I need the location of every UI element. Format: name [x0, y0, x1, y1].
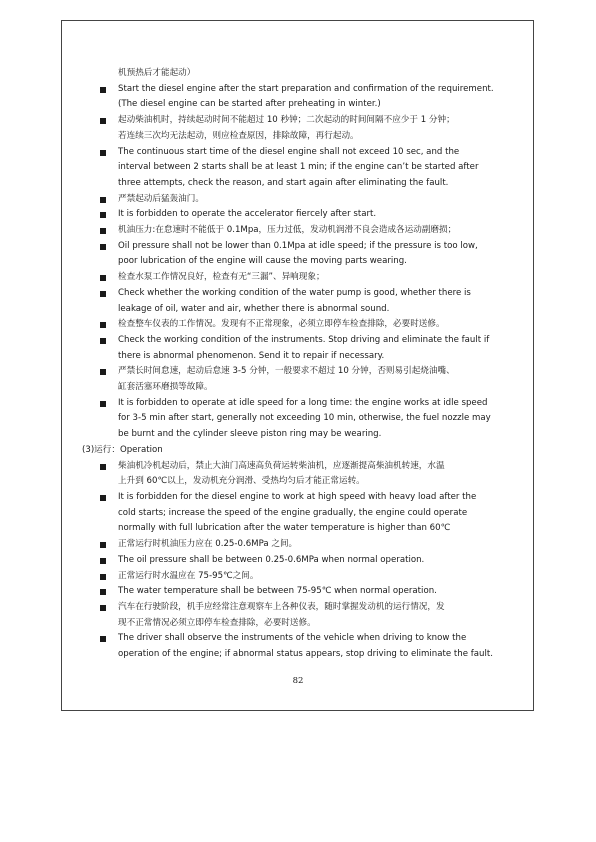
list-item [82, 145, 514, 192]
list-item-line: Oil pressure shall not be lower than 0.1Mpa at idle speed; if the pressure is too low, [118, 240, 478, 251]
square-bullet-icon [100, 212, 106, 218]
list-item-line: It is forbidden for the diesel engine to work at high speed with heavy load after the [118, 491, 477, 502]
square-bullet-icon [100, 322, 106, 328]
list-item-line: 严禁起动后猛轰油门。 [118, 193, 204, 204]
list-item [82, 239, 514, 270]
list-item-line: 缸套活塞环磨损等故障。 [118, 382, 213, 393]
list-item [82, 569, 514, 585]
list-item-line: cold starts; increase the speed of the engine gradually, the engine could operate [118, 507, 468, 518]
list-item-line: three attempts, check the reason, and start again after eliminating the fault. [118, 177, 449, 188]
list-item [82, 223, 514, 239]
square-bullet-icon [100, 275, 106, 281]
square-bullet-icon [100, 118, 106, 124]
square-bullet-icon [100, 87, 106, 93]
list-item-line: The driver shall observe the instruments of the vehicle when driving to know the [118, 633, 467, 644]
list-item-line: 检查整车仪表的工作情况。发现有不正常现象，必须立即停车检查排除，必要时送修。 [118, 319, 445, 330]
requirement-list-operation [82, 459, 514, 663]
list-item-line: Check whether the working condition of the water pump is good, whether there is [118, 287, 471, 298]
requirement-list-start [82, 82, 514, 443]
list-item [82, 396, 514, 443]
list-item [82, 207, 514, 223]
list-item-line: 柴油机冷机起动后，禁止大油门高速高负荷运转柴油机，应逐渐提高柴油机转速，水温 [118, 460, 445, 471]
square-bullet-icon [100, 589, 106, 595]
list-item [82, 537, 514, 553]
list-item-line: operation of the engine; if abnormal status appears, stop driving to eliminate the fault. [118, 649, 493, 660]
list-item [82, 82, 514, 113]
list-item-line: 起动柴油机时，持续起动时间不能超过 10 秒钟；二次起动的时间间隔不应少于 1 分钟； [118, 115, 455, 126]
square-bullet-icon [100, 605, 106, 611]
list-item-line: Start the diesel engine after the start preparation and confirmation of the requirement. [118, 83, 494, 94]
list-item-line: 上升到 60℃以上，发动机充分润滑、受热均匀后才能正常运转。 [118, 476, 365, 487]
square-bullet-icon [100, 291, 106, 297]
list-item-line: The oil pressure shall be between 0.25-0.6MPa when normal operation. [118, 554, 425, 565]
square-bullet-icon [100, 574, 106, 580]
list-item [82, 333, 514, 364]
list-item [82, 286, 514, 317]
square-bullet-icon [100, 558, 106, 564]
list-item-line: 汽车在行驶阶段，机手应经常注意观察车上各种仪表，随时掌握发动机的运行情况，发 [118, 601, 445, 612]
list-item-line: for 3-5 min after start, generally not exceeding 10 min, otherwise, the fuel nozzle may [118, 413, 491, 424]
list-item [82, 584, 514, 600]
list-item [82, 317, 514, 333]
list-item-line: poor lubrication of the engine will cause the moving parts wearing. [118, 256, 407, 267]
list-item-line: 检查水泵工作情况良好，检查有无“三漏”、异响现象； [118, 272, 325, 283]
list-item-line: 若连续三次均无法起动，则应检查原因，排除故障，再行起动。 [118, 130, 359, 141]
list-item-line: 现不正常情况必须立即停车检查排除，必要时送修。 [118, 617, 316, 628]
list-item [82, 459, 514, 490]
list-item [82, 490, 514, 537]
square-bullet-icon [100, 542, 106, 548]
list-item-line: 正常运行时机油压力应在 0.25-0.6MPa 之间。 [118, 539, 298, 550]
list-item [82, 270, 514, 286]
square-bullet-icon [100, 244, 106, 250]
list-item-line: normally with full lubrication after the water temperature is higher than 60℃ [118, 523, 451, 534]
square-bullet-icon [100, 369, 106, 375]
list-item-line: 机油压力:在怠速时不能低于 0.1Mpa，压力过低，发动机润滑不良会造成各运动副磨损； [118, 225, 457, 236]
list-item-line: 正常运行时水温应在 75-95℃之间。 [118, 570, 259, 581]
list-item-line: (The diesel engine can be started after preheating in winter.) [118, 99, 381, 110]
list-item-line: The continuous start time of the diesel engine shall not exceed 10 sec, and the [118, 146, 460, 157]
square-bullet-icon [100, 495, 106, 501]
list-item [82, 113, 514, 144]
square-bullet-icon [100, 197, 106, 203]
square-bullet-icon [100, 636, 106, 642]
list-item [82, 600, 514, 631]
section-heading: (3)运行：Operation [82, 444, 163, 455]
square-bullet-icon [100, 401, 106, 407]
page-number: 82 [292, 676, 304, 686]
continuation-text: 机预热后才能起动） [118, 68, 196, 78]
square-bullet-icon [100, 228, 106, 234]
list-item [82, 553, 514, 569]
square-bullet-icon [100, 464, 106, 470]
list-item-line: be burnt and the cylinder sleeve piston ring may be wearing. [118, 429, 382, 440]
square-bullet-icon [100, 338, 106, 344]
list-item [82, 631, 514, 662]
list-item-line: The water temperature shall be between 75-95℃ when normal operation. [118, 586, 437, 597]
list-item-line: Check the working condition of the instruments. Stop driving and eliminate the fault if [118, 334, 490, 345]
list-item-line: It is forbidden to operate the accelerator fiercely after start. [118, 209, 377, 220]
square-bullet-icon [100, 150, 106, 156]
list-item [82, 364, 514, 395]
list-item-line: 严禁长时间怠速，起动后怠速 3-5 分钟，一般要求不超过 10 分钟，否则易引起烧油嘴、 [118, 366, 455, 377]
list-item-line: It is forbidden to operate at idle speed for a long time: the engine works at idle speed [118, 397, 488, 408]
list-item-line: interval between 2 starts shall be at least 1 min; if the engine can’t be started after [118, 162, 479, 173]
document-body [82, 66, 514, 663]
list-item-line: there is abnormal phenomenon. Send it to repair if necessary. [118, 350, 385, 361]
list-item-line: leakage of oil, water and air, whether there is abnormal sound. [118, 303, 390, 314]
list-item [82, 192, 514, 208]
